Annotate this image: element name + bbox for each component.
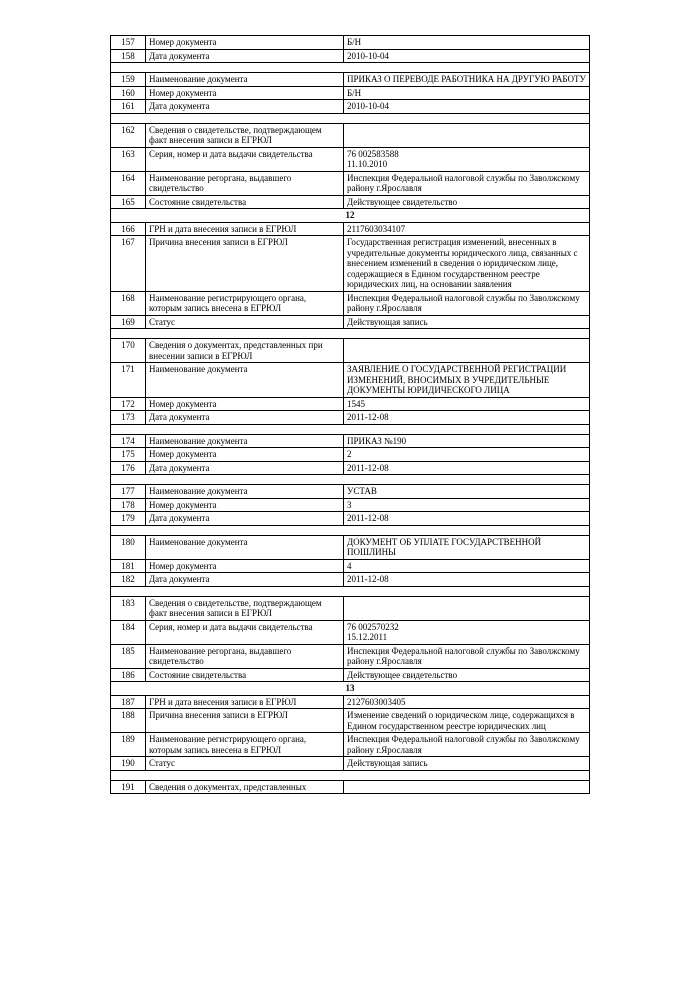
field-value bbox=[344, 780, 590, 794]
table-row bbox=[111, 485, 590, 499]
table-row bbox=[111, 291, 590, 315]
table-row bbox=[111, 573, 590, 587]
field-value: 2010-10-04 bbox=[344, 49, 590, 63]
row-number: 187 bbox=[111, 695, 146, 709]
field-name: Сведения о документах, представленных bbox=[146, 780, 344, 794]
field-name: Номер документа bbox=[146, 448, 344, 462]
field-value: 2011-12-08 bbox=[344, 461, 590, 475]
row-number: 190 bbox=[111, 757, 146, 771]
row-number: 185 bbox=[111, 644, 146, 668]
field-value: 2117603034107 bbox=[344, 222, 590, 236]
table-row bbox=[111, 620, 590, 644]
table-row bbox=[111, 512, 590, 526]
field-name: Наименование документа bbox=[146, 363, 344, 398]
row-number: 168 bbox=[111, 291, 146, 315]
table-row bbox=[111, 195, 590, 209]
row-number: 178 bbox=[111, 498, 146, 512]
field-value: ДОКУМЕНТ ОБ УПЛАТЕ ГОСУДАРСТВЕННОЙ ПОШЛИНЫ bbox=[344, 535, 590, 559]
field-name: Номер документа bbox=[146, 36, 344, 50]
field-value: Инспекция Федеральной налоговой службы по Заволжскому району г.Ярославля bbox=[344, 644, 590, 668]
table-row bbox=[111, 434, 590, 448]
table-row bbox=[111, 397, 590, 411]
field-name: Наименование регоргана, выдавшего свидетельство bbox=[146, 644, 344, 668]
spacer-cell bbox=[111, 329, 590, 339]
table-row bbox=[111, 644, 590, 668]
field-name: Сведения о свидетельстве, подтверждающем факт внесения записи в ЕГРЮЛ bbox=[146, 596, 344, 620]
spacer-row bbox=[111, 329, 590, 339]
table-row bbox=[111, 147, 590, 171]
table-row bbox=[111, 339, 590, 363]
row-number: 167 bbox=[111, 236, 146, 292]
spacer-cell bbox=[111, 525, 590, 535]
field-value bbox=[344, 596, 590, 620]
row-number: 164 bbox=[111, 171, 146, 195]
row-number: 176 bbox=[111, 461, 146, 475]
field-name: Серия, номер и дата выдачи свидетельства bbox=[146, 147, 344, 171]
field-value: 2127603003405 bbox=[344, 695, 590, 709]
field-value: Изменение сведений о юридическом лице, содержащихся в Едином государственном реестре юридических лиц bbox=[344, 709, 590, 733]
table-row bbox=[111, 535, 590, 559]
section-number: 12 bbox=[111, 209, 590, 223]
table-row bbox=[111, 73, 590, 87]
field-value: Б/Н bbox=[344, 36, 590, 50]
field-name: Состояние свидетельства bbox=[146, 195, 344, 209]
field-name: Дата документа bbox=[146, 49, 344, 63]
registry-table-body bbox=[111, 36, 590, 794]
field-name: Сведения о документах, представленных при внесении записи в ЕГРЮЛ bbox=[146, 339, 344, 363]
table-row bbox=[111, 448, 590, 462]
row-number: 162 bbox=[111, 123, 146, 147]
field-value: 2011-12-08 bbox=[344, 411, 590, 425]
section-header-row bbox=[111, 209, 590, 223]
field-value: УСТАВ bbox=[344, 485, 590, 499]
field-name: Статус bbox=[146, 757, 344, 771]
table-row bbox=[111, 668, 590, 682]
field-value: ПРИКАЗ О ПЕРЕВОДЕ РАБОТНИКА НА ДРУГУЮ РАБОТУ bbox=[344, 73, 590, 87]
row-number: 166 bbox=[111, 222, 146, 236]
field-value: 2011-12-08 bbox=[344, 512, 590, 526]
section-number: 13 bbox=[111, 682, 590, 696]
spacer-cell bbox=[111, 424, 590, 434]
field-value: Действующая запись bbox=[344, 315, 590, 329]
row-number: 179 bbox=[111, 512, 146, 526]
field-value: Действующее свидетельство bbox=[344, 195, 590, 209]
table-row bbox=[111, 171, 590, 195]
field-name: Причина внесения записи в ЕГРЮЛ bbox=[146, 236, 344, 292]
field-name: Дата документа bbox=[146, 461, 344, 475]
row-number: 191 bbox=[111, 780, 146, 794]
field-name: Номер документа bbox=[146, 397, 344, 411]
table-row bbox=[111, 315, 590, 329]
row-number: 186 bbox=[111, 668, 146, 682]
field-name: Номер документа bbox=[146, 559, 344, 573]
table-row bbox=[111, 100, 590, 114]
field-name: Серия, номер и дата выдачи свидетельства bbox=[146, 620, 344, 644]
table-row bbox=[111, 596, 590, 620]
row-number: 184 bbox=[111, 620, 146, 644]
table-row bbox=[111, 780, 590, 794]
field-value: 2010-10-04 bbox=[344, 100, 590, 114]
field-value: 76 002570232 15.12.2011 bbox=[344, 620, 590, 644]
row-number: 160 bbox=[111, 86, 146, 100]
row-number: 180 bbox=[111, 535, 146, 559]
spacer-cell bbox=[111, 586, 590, 596]
egrul-registry-table bbox=[110, 35, 590, 794]
field-value: 1545 bbox=[344, 397, 590, 411]
field-name: Наименование регистрирующего органа, которым запись внесена в ЕГРЮЛ bbox=[146, 733, 344, 757]
field-name: Наименование регоргана, выдавшего свидетельство bbox=[146, 171, 344, 195]
table-row bbox=[111, 49, 590, 63]
table-row bbox=[111, 695, 590, 709]
spacer-row bbox=[111, 770, 590, 780]
table-row bbox=[111, 498, 590, 512]
table-row bbox=[111, 236, 590, 292]
spacer-cell bbox=[111, 475, 590, 485]
row-number: 174 bbox=[111, 434, 146, 448]
field-value: 2011-12-08 bbox=[344, 573, 590, 587]
field-value bbox=[344, 339, 590, 363]
row-number: 183 bbox=[111, 596, 146, 620]
table-row bbox=[111, 36, 590, 50]
field-value: Действующая запись bbox=[344, 757, 590, 771]
row-number: 188 bbox=[111, 709, 146, 733]
field-name: Наименование документа bbox=[146, 485, 344, 499]
row-number: 182 bbox=[111, 573, 146, 587]
field-value: Инспекция Федеральной налоговой службы по Заволжскому району г.Ярославля bbox=[344, 171, 590, 195]
row-number: 163 bbox=[111, 147, 146, 171]
spacer-cell bbox=[111, 63, 590, 73]
field-name: Дата документа bbox=[146, 573, 344, 587]
spacer-row bbox=[111, 586, 590, 596]
spacer-row bbox=[111, 525, 590, 535]
spacer-row bbox=[111, 475, 590, 485]
field-name: ГРН и дата внесения записи в ЕГРЮЛ bbox=[146, 695, 344, 709]
spacer-row bbox=[111, 424, 590, 434]
field-name: Дата документа bbox=[146, 512, 344, 526]
row-number: 165 bbox=[111, 195, 146, 209]
row-number: 175 bbox=[111, 448, 146, 462]
spacer-row bbox=[111, 113, 590, 123]
row-number: 181 bbox=[111, 559, 146, 573]
row-number: 159 bbox=[111, 73, 146, 87]
table-row bbox=[111, 123, 590, 147]
spacer-row bbox=[111, 63, 590, 73]
field-value: Действующее свидетельство bbox=[344, 668, 590, 682]
field-name: Статус bbox=[146, 315, 344, 329]
table-row bbox=[111, 411, 590, 425]
row-number: 177 bbox=[111, 485, 146, 499]
field-value: ЗАЯВЛЕНИЕ О ГОСУДАРСТВЕННОЙ РЕГИСТРАЦИИ ИЗМЕНЕНИЙ, ВНОСИМЫХ В УЧРЕДИТЕЛЬНЫЕ ДОКУМЕНТЫ ЮРИДИЧЕСКОГО ЛИЦА bbox=[344, 363, 590, 398]
table-row bbox=[111, 222, 590, 236]
row-number: 172 bbox=[111, 397, 146, 411]
field-name: Наименование документа bbox=[146, 73, 344, 87]
row-number: 171 bbox=[111, 363, 146, 398]
row-number: 189 bbox=[111, 733, 146, 757]
spacer-cell bbox=[111, 113, 590, 123]
table-row bbox=[111, 709, 590, 733]
field-value: Б/Н bbox=[344, 86, 590, 100]
field-value: Инспекция Федеральной налоговой службы по Заволжскому району г.Ярославля bbox=[344, 733, 590, 757]
table-row bbox=[111, 757, 590, 771]
row-number: 170 bbox=[111, 339, 146, 363]
field-value: ПРИКАЗ №190 bbox=[344, 434, 590, 448]
table-row bbox=[111, 461, 590, 475]
field-name: Номер документа bbox=[146, 86, 344, 100]
row-number: 158 bbox=[111, 49, 146, 63]
row-number: 157 bbox=[111, 36, 146, 50]
row-number: 169 bbox=[111, 315, 146, 329]
table-row bbox=[111, 86, 590, 100]
table-row bbox=[111, 363, 590, 398]
field-value: 4 bbox=[344, 559, 590, 573]
section-header-row bbox=[111, 682, 590, 696]
field-value: 76 002583588 11.10.2010 bbox=[344, 147, 590, 171]
field-name: Состояние свидетельства bbox=[146, 668, 344, 682]
field-name: Наименование документа bbox=[146, 535, 344, 559]
field-name: Наименование регистрирующего органа, которым запись внесена в ЕГРЮЛ bbox=[146, 291, 344, 315]
field-value bbox=[344, 123, 590, 147]
field-name: Причина внесения записи в ЕГРЮЛ bbox=[146, 709, 344, 733]
row-number: 161 bbox=[111, 100, 146, 114]
field-name: Дата документа bbox=[146, 100, 344, 114]
field-name: Номер документа bbox=[146, 498, 344, 512]
field-name: Сведения о свидетельстве, подтверждающем факт внесения записи в ЕГРЮЛ bbox=[146, 123, 344, 147]
field-name: Дата документа bbox=[146, 411, 344, 425]
field-name: Наименование документа bbox=[146, 434, 344, 448]
field-value: Инспекция Федеральной налоговой службы по Заволжскому району г.Ярославля bbox=[344, 291, 590, 315]
field-name: ГРН и дата внесения записи в ЕГРЮЛ bbox=[146, 222, 344, 236]
field-value: Государственная регистрация изменений, внесенных в учредительные документы юридического лица, связанных с внесением изменений в сведения о юридическом лице, содержащиеся в Едином государственном реестре юридических лиц, на основании заявления bbox=[344, 236, 590, 292]
field-value: 2 bbox=[344, 448, 590, 462]
field-value: 3 bbox=[344, 498, 590, 512]
table-row bbox=[111, 559, 590, 573]
row-number: 173 bbox=[111, 411, 146, 425]
table-row bbox=[111, 733, 590, 757]
spacer-cell bbox=[111, 770, 590, 780]
